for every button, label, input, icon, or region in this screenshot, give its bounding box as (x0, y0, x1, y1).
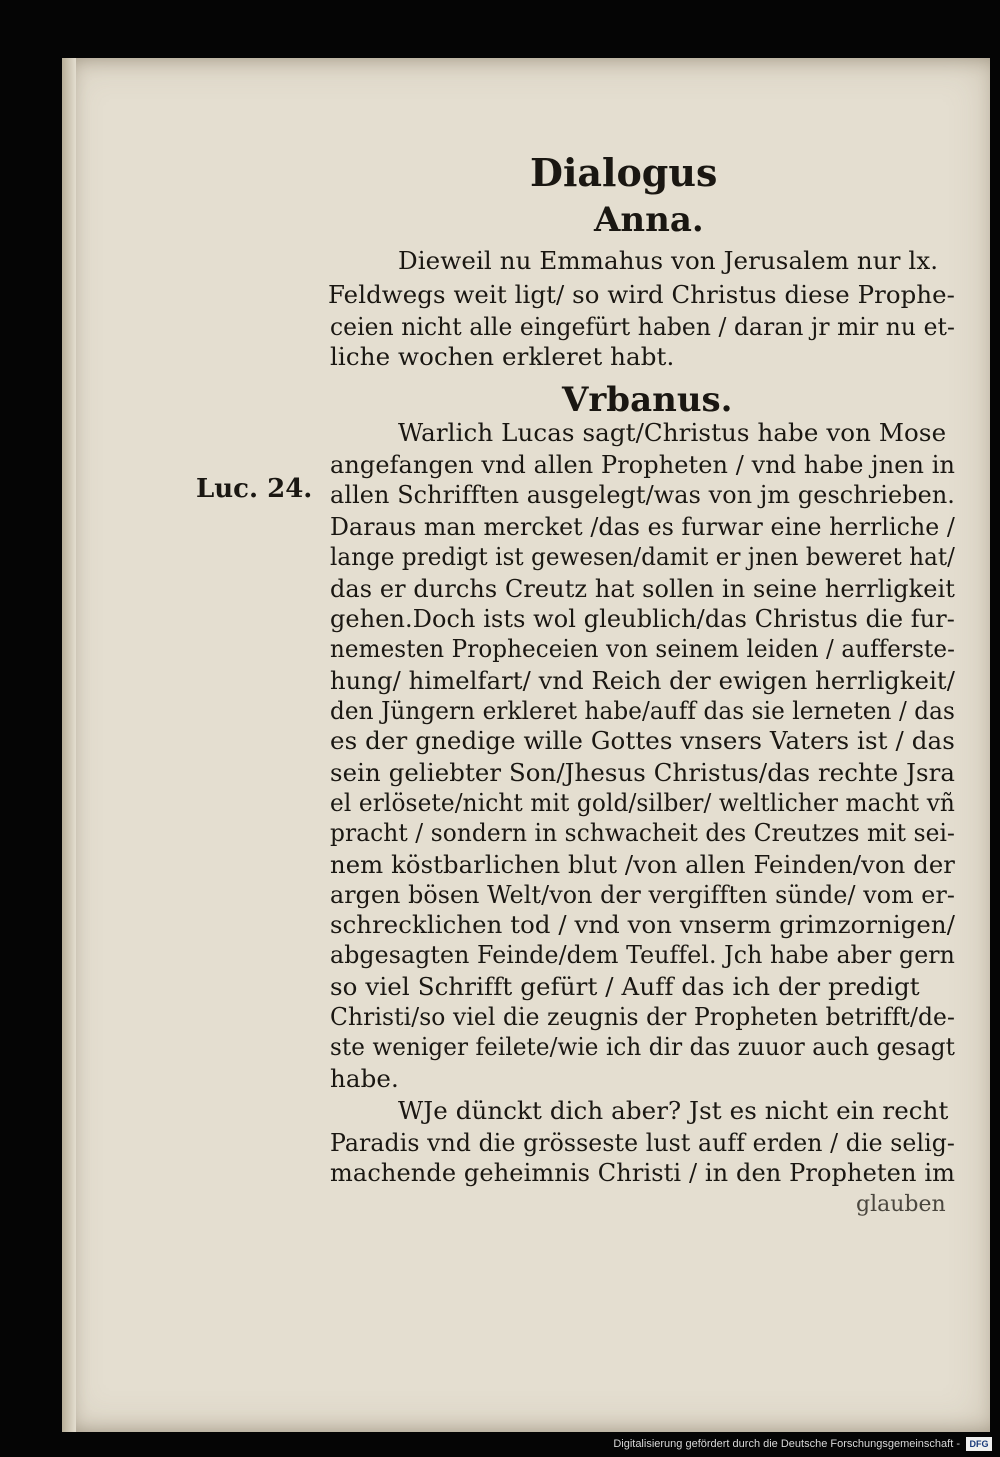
text-line: gehen.Doch ists wol gleublich/das Christus die fur- (330, 604, 955, 633)
text-line: den Jüngern erkleret habe/auff das sie lerneten / das (330, 696, 955, 725)
text-line: el erlösete/nicht mit gold/silber/ weltlicher macht vñ (330, 788, 955, 817)
running-title: Dialogus (530, 150, 718, 195)
text-line: so viel Schrifft gefürt / Auff das ich der predigt (330, 972, 920, 1001)
text-line: argen bösen Welt/von der vergifften sünde/ vom er- (330, 880, 955, 909)
text-line: Feldwegs weit ligt/ so wird Christus diese Prophe- (328, 280, 955, 309)
text-line: machende geheimnis Christi / in den Propheten im (330, 1158, 955, 1187)
footer-text: Digitalisierung gefördert durch die Deutsche Forschungsgemeinschaft - (613, 1438, 960, 1450)
text-line: Paradis vnd die grösseste lust auff erden / die selig- (330, 1128, 955, 1157)
speaker-heading-urbanus: Vrbanus. (562, 380, 733, 420)
text-line: ste weniger feilete/wie ich dir das zuuor auch gesagt (330, 1032, 955, 1061)
text-line: angefangen vnd allen Propheten / vnd habe jnen in (330, 450, 955, 479)
text-line: hung/ himelfart/ vnd Reich der ewigen herrligkeit/ (330, 666, 955, 695)
text-line: nem köstbarlichen blut /von allen Feinden/von der (330, 850, 955, 879)
text-line: Daraus man mercket /das es furwar eine herrliche / (330, 512, 955, 541)
margin-reference: Luc. 24. (196, 474, 313, 504)
dfg-logo: DFG (966, 1437, 992, 1451)
text-line: es der gnedige wille Gottes vnsers Vaters ist / das (330, 726, 955, 755)
text-line: liche wochen erkleret habt. (330, 342, 675, 371)
page-gutter (62, 58, 76, 1432)
text-line: nemesten Propheceien von seinem leiden / aufferste- (330, 634, 955, 663)
text-line: Warlich Lucas sagt/Christus habe von Mose (398, 418, 947, 447)
footer-credit (613, 1435, 992, 1453)
text-line: sein geliebter Son/Jhesus Christus/das rechte Jsra (330, 758, 955, 787)
speaker-heading-anna: Anna. (594, 200, 704, 240)
text-line: Dieweil nu Emmahus von Jerusalem nur lx. (398, 246, 939, 275)
text-line: habe. (330, 1064, 399, 1093)
text-line: lange predigt ist gewesen/damit er jnen beweret hat/ (330, 542, 955, 571)
text-line: WJe dünckt dich aber? Jst es nicht ein recht (398, 1096, 949, 1125)
text-line: allen Schrifften ausgelegt/was von jm geschrieben. (330, 480, 955, 509)
text-line: Christi/so viel die zeugnis der Propheten betrifft/de- (330, 1002, 955, 1031)
text-line: ceien nicht alle eingefürt haben / daran jr mir nu et- (330, 312, 955, 341)
text-line: schrecklichen tod / vnd von vnserm grimzornigen/ (330, 910, 955, 939)
catchword: glauben (856, 1192, 946, 1217)
text-line: abgesagten Feinde/dem Teuffel. Jch habe aber gern (330, 940, 955, 969)
text-line: pracht / sondern in schwacheit des Creutzes mit sei- (330, 818, 955, 847)
text-line: das er durchs Creutz hat sollen in seine herrligkeit (330, 574, 955, 603)
